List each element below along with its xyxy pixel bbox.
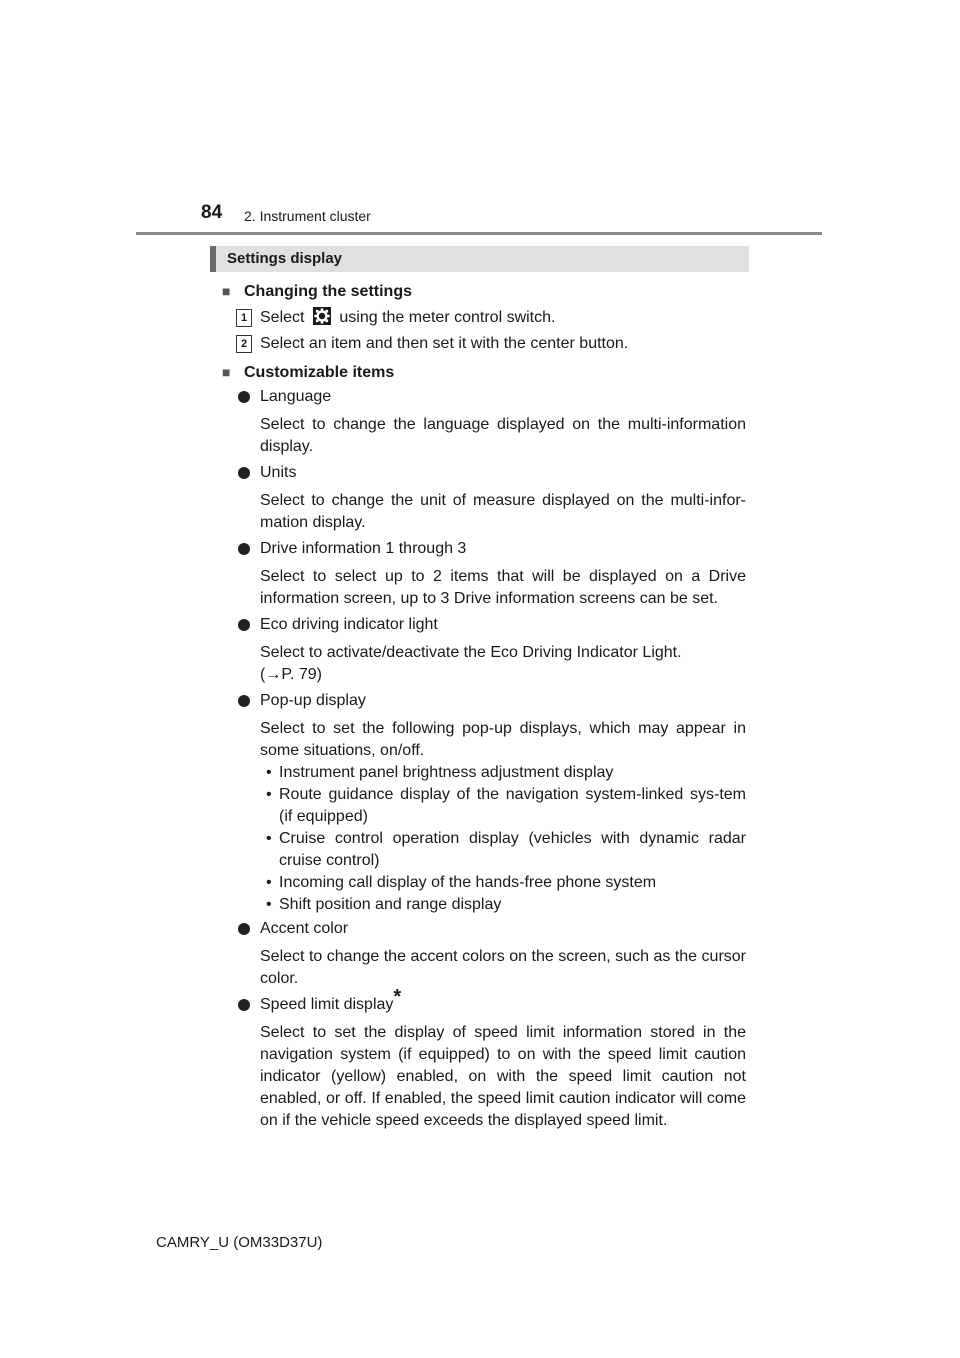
item-language-desc: Select to change the language displayed on the multi-information display. xyxy=(260,416,746,455)
item-drive-info-desc: Select to select up to 2 items that will be displayed on a Drive information screen, up to 3 Drive information screens can be set. xyxy=(260,568,746,607)
item-accent-title: Accent color xyxy=(222,918,746,940)
item-popup-desc: Select to set the following pop-up displays, which may appear in some situations, on/off. xyxy=(260,720,746,759)
popup-subitem: • Route guidance display of the navigation system-linked sys-tem (if equipped) xyxy=(222,784,746,828)
content-body xyxy=(222,278,746,1132)
page-number: 84 xyxy=(201,202,223,223)
changing-settings-heading: ■ Changing the settings xyxy=(222,280,746,303)
item-eco-page-ref[interactable]: (→P. 79) xyxy=(260,666,322,683)
step-number-1: 1 xyxy=(236,309,252,327)
asterisk-mark: * xyxy=(393,986,402,1008)
customizable-items-heading: ■ Customizable items xyxy=(222,361,746,384)
item-eco-desc: Select to activate/deactivate the Eco Driving Indicator Light. xyxy=(260,644,682,661)
settings-display-heading-bar xyxy=(210,246,749,272)
item-drive-info-title: Drive information 1 through 3 xyxy=(222,538,746,560)
gear-icon xyxy=(313,307,331,325)
popup-subitem: • Instrument panel brightness adjustment display xyxy=(222,762,746,784)
item-accent-desc: Select to change the accent colors on the screen, such as the cursor color. xyxy=(260,948,746,987)
step-2-text: Select an item and then set it with the center button. xyxy=(260,335,629,352)
item-speed-limit xyxy=(222,986,746,1016)
step-1-text-before: Select xyxy=(260,309,305,326)
item-eco-title: Eco driving indicator light xyxy=(222,614,746,636)
item-speed-limit-desc: Select to set the display of speed limit information stored in the navigation system (if equipped) to on with the speed limit caution indicator (yellow) enabled, on with the speed limit caution not enabled, or off. If enabled, the speed limit caution indicator will come on if the vehicle speed exceeds the displayed speed limit. xyxy=(260,1024,746,1129)
footer-code: CAMRY_U (OM33D37U) xyxy=(156,1234,323,1251)
step-1-text-after: using the meter control switch. xyxy=(339,309,556,326)
item-popup-title: Pop-up display xyxy=(222,690,746,712)
item-units-title: Units xyxy=(222,462,746,484)
step-1 xyxy=(222,307,746,329)
popup-subitem: • Incoming call display of the hands-free phone system xyxy=(222,872,746,894)
step-number-2: 2 xyxy=(236,335,252,353)
step-2 xyxy=(222,333,746,355)
section-title: 2. Instrument cluster xyxy=(244,208,371,224)
popup-subitem: • Shift position and range display xyxy=(222,894,746,916)
popup-subitem: • Cruise control operation display (vehicles with dynamic radar cruise control) xyxy=(222,828,746,872)
item-speed-limit-title: Speed limit display xyxy=(260,996,394,1013)
settings-display-title: Settings display xyxy=(227,250,343,267)
item-units-desc: Select to change the unit of measure displayed on the multi-infor-mation display. xyxy=(260,492,746,531)
item-language-title: Language xyxy=(222,386,746,408)
header-divider xyxy=(136,232,822,235)
